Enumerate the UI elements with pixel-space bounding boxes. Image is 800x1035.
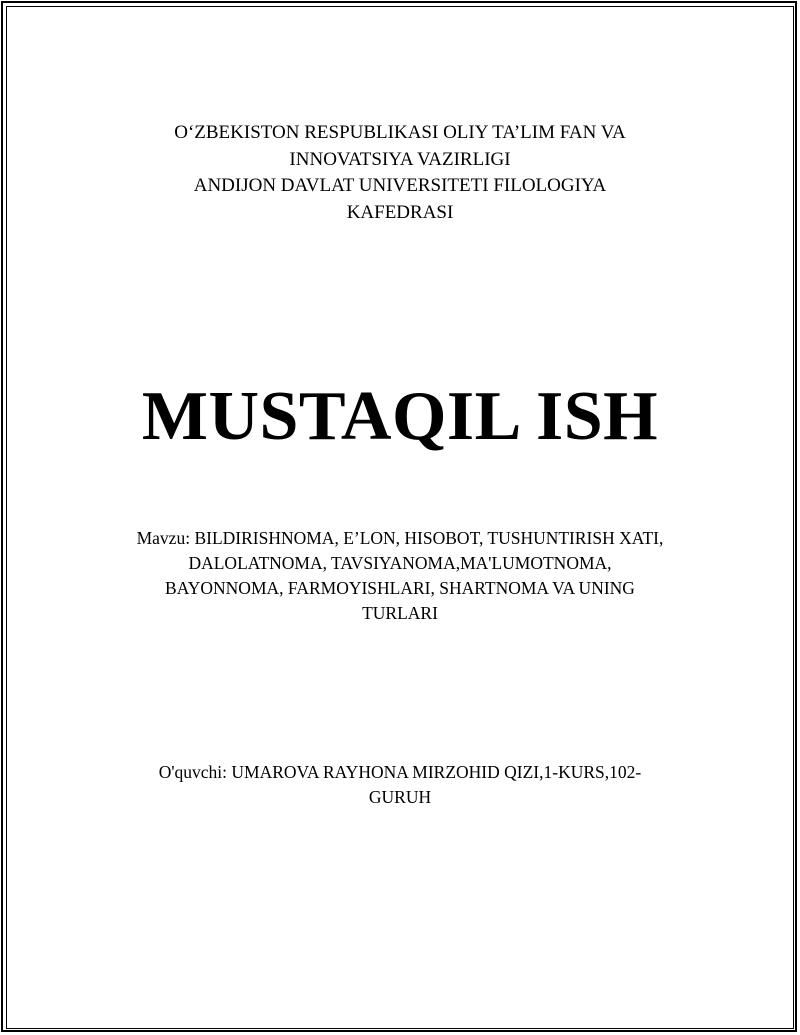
student-block [0,760,800,810]
document-title: MUSTAQIL ISH [141,378,659,455]
topic-line: TURLARI [362,603,438,623]
topic-line: Mavzu: BILDIRISHNOMA, E’LON, HISOBOT, TUSHUNTIRISH XATI, [136,528,664,548]
student-line: O'quvchi: UMAROVA RAYHONA MIRZOHID QIZI,1-KURS,102- [158,762,642,782]
topic-block [0,526,800,626]
student-line: GURUH [368,787,432,807]
ministry-line: INNOVATSIYA VAZIRLIGI [289,148,511,170]
university-line: ANDIJON DAVLAT UNIVERSITETI FILOLOGIYA [193,175,607,196]
topic-line: DALOLATNOMA, TAVSIYANOMA,MA'LUMOTNOMA, [188,553,612,573]
ministry-header [0,120,800,226]
ministry-line: O‘ZBEKISTON RESPUBLIKASI OLIY TA’LIM FAN VA [174,122,626,143]
department-line: KAFEDRASI [346,201,454,223]
topic-line: BAYONNOMA, FARMOYISHLARI, SHARTNOMA VA UNING [165,578,635,598]
